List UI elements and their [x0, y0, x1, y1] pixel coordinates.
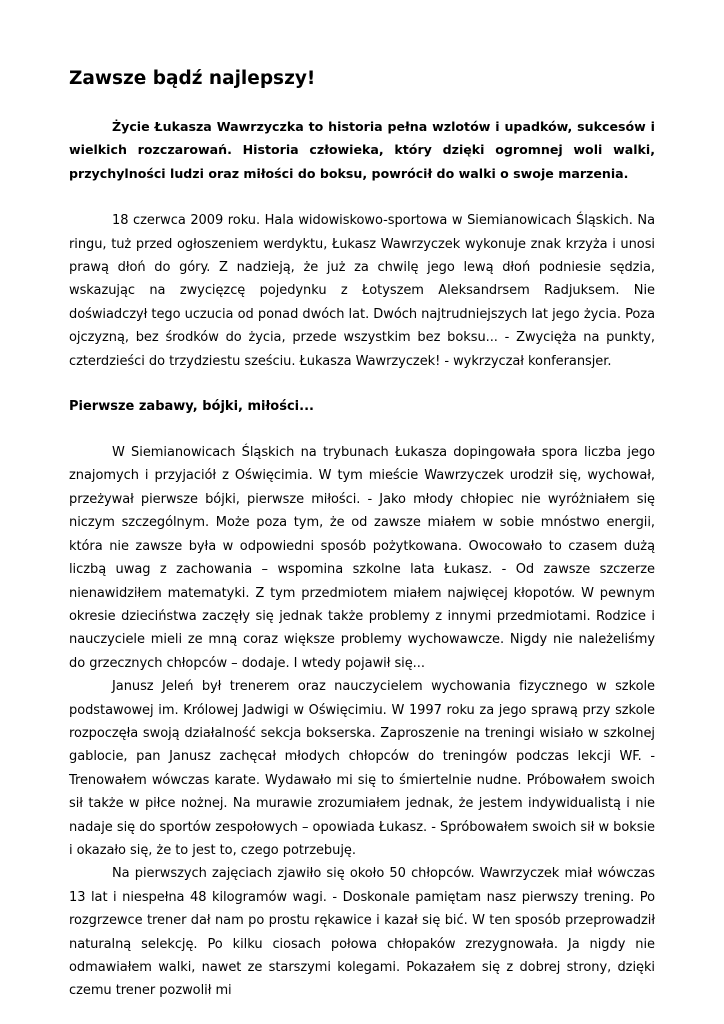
- document-body: [69, 64, 655, 1003]
- page-title: Zawsze bądź najlepszy!: [69, 68, 316, 89]
- intro-paragraph: 18 czerwca 2009 roku. Hala widowiskowo-sportowa w Siemianowicach Śląskich. Na ringu, tuż przed ogłoszeniem werdyktu, Łukasz Wawrzyczek wykonuje znak krzyża i unosi prawą dłoń do góry. Z nadzieją, że już za chwilę jego lewą dłoń podniesie sędzia, wskazując na zwycięzcę pojedynku z Łotyszem Aleksandrsem Radjuksem. Nie doświadczył tego uczucia od ponad dwóch lat. Dwóch najtrudniejszych lat jego życia. Poza ojczyzną, bez środków do życia, przede wszystkim bez boksu... - Zwycięża na punkty, czterdzieści do trzydziestu sześciu. Łukasza Wawrzyczek! - wykrzyczał konferansjer.: [69, 213, 655, 369]
- body-paragraph: Janusz Jeleń był trenerem oraz nauczycielem wychowania fizycznego w szkole podstawowej im. Królowej Jadwigi w Oświęcimiu. W 1997 roku za jego sprawą przy szkole rozpoczęła swoją działalność sekcja bokserska. Zaproszenie na treningi wisiało w szkolnej gablocie, pan Janusz zachęcał młodych chłopców do treningów podczas lekcji WF. - Trenowałem wówczas karate. Wydawało mi się to śmiertelnie nudne. Próbowałem swoich sił także w piłce nożnej. Na murawie zrozumiałem jednak, że jestem indywidualistą i nie nadaje się do sportów zespołowych – opowiada Łukasz. - Spróbowałem swoich sił w boksie i okazało się, że to jest to, czego potrzebuję.: [69, 679, 655, 858]
- body-paragraph: W Siemianowicach Śląskich na trybunach Łukasza dopingowała spora liczba jego znajomych i przyjaciół z Oświęcimia. W tym mieście Wawrzyczek urodził się, wychował, przeżywał pierwsze bójki, pierwsze miłości. - Jako młody chłopiec nie wyróżniałem się niczym szczególnym. Może poza tym, że od zawsze miałem w sobie mnóstwo energii, która nie zawsze była w odpowiedni sposób pożytkowana. Owocowało to czasem dużą liczbą uwag z zachowania – wspomina szkolne lata Łukasz. - Od zawsze szczerze nienawidziłem matematyki. Z tym przedmiotem miałem najwięcej kłopotów. W pewnym okresie dzieciństwa zaczęły się jednak także problemy z innymi przedmiotami. Rodzice i nauczyciele mieli ze mną coraz większe problemy wychowawcze. Nigdy nie należeliśmy do grzecznych chłopców – dodaje. I wtedy pojawił się...: [69, 445, 655, 671]
- lead-paragraph: Życie Łukasza Wawrzyczka to historia pełna wzlotów i upadków, sukcesów i wielkich rozczarowań. Historia człowieka, który dzięki ogromnej woli walki, przychylności ludzi oraz miłości do boksu, powrócił do walki o swoje marzenia.: [69, 119, 655, 181]
- section-heading: Pierwsze zabawy, bójki, miłości...: [69, 399, 314, 415]
- body-paragraph: Na pierwszych zajęciach zjawiło się około 50 chłopców. Wawrzyczek miał wówczas 13 lat i niespełna 48 kilogramów wagi. - Doskonale pamiętam nasz pierwszy trening. Po rozgrzewce trener dał nam po prostu rękawice i kazał się bić. W ten sposób przeprowadził naturalną selekcję. Po kilku ciosach połowa chłopaków zrezygnowała. Ja nigdy nie odmawiałem walki, nawet ze starszymi kolegami. Pokazałem się z dobrej strony, dzięki czemu trener pozwolił mi: [69, 866, 655, 999]
